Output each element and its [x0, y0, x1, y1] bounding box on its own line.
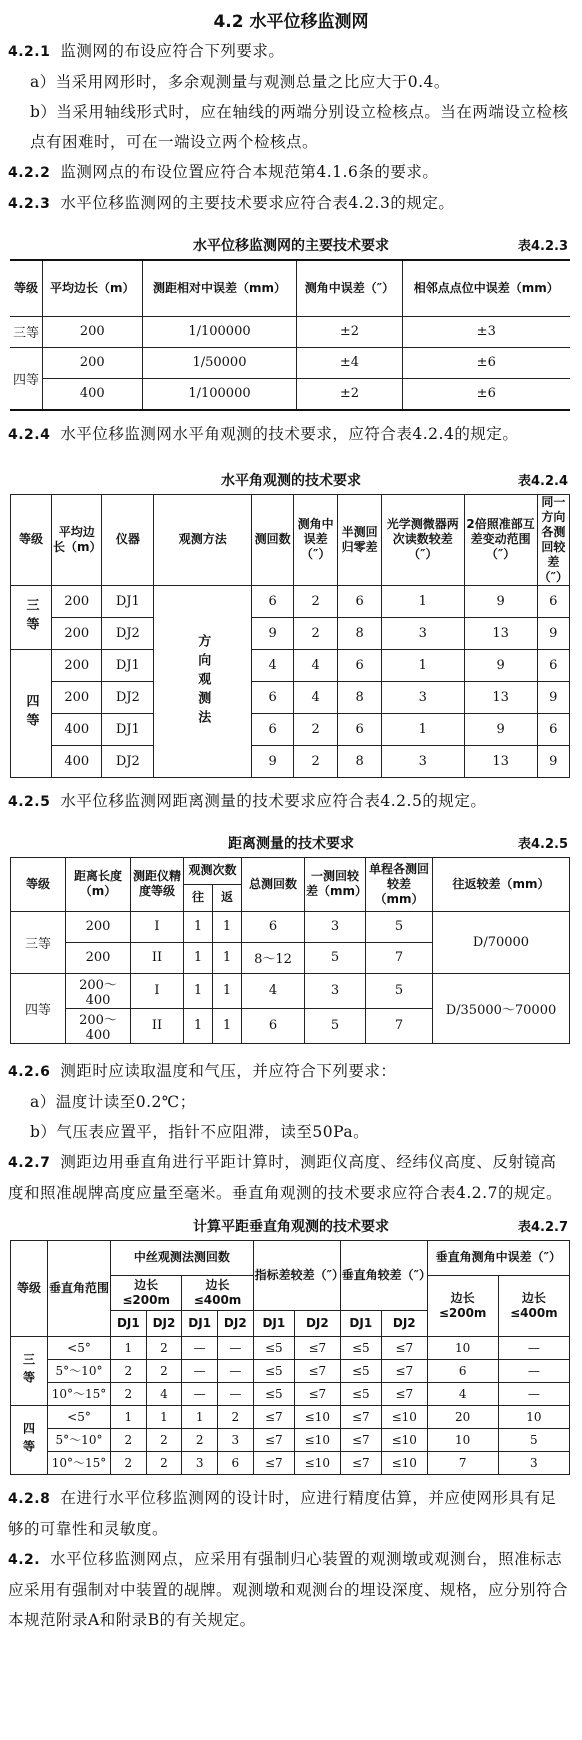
table-cell: 200～400: [66, 973, 131, 1008]
table-cell: 2: [146, 1359, 182, 1382]
table-cell: 1: [213, 973, 242, 1008]
grade-cell: 四等: [11, 649, 52, 777]
table-row: [11, 585, 570, 617]
table-cell: 13: [464, 617, 537, 649]
table-cell: 6: [338, 649, 382, 681]
table-row: [11, 911, 570, 942]
table-cell: 200: [52, 585, 102, 617]
grade-cell: 三等: [11, 911, 66, 973]
table-header: 往返较差（mm）: [433, 857, 570, 911]
clause-number: 4.2.4: [8, 426, 51, 443]
clause-text: 水平位移监测网水平角观测的技术要求，应符合表4.2.4的规定。: [60, 424, 519, 443]
table-cell: ≤10: [382, 1451, 428, 1474]
table-header: 仪器: [102, 494, 154, 585]
table-cell: 10: [427, 1428, 498, 1451]
table-cell: 6: [252, 681, 294, 713]
table-cell: 1: [184, 973, 213, 1008]
table-cell: 1: [381, 649, 464, 681]
table-cell: DJ1: [102, 713, 154, 745]
clause-text: 水平位移监测网距离测量的技术要求应符合表4.2.5的规定。: [60, 791, 487, 810]
table-title: 计算平距垂直角观测的技术要求: [193, 1218, 389, 1235]
table-cell: 200: [66, 942, 131, 973]
table-cell: 2: [111, 1359, 147, 1382]
clause-text: 水平位移监测网的主要技术要求应符合表4.2.3的规定。: [60, 194, 455, 212]
table-cell: 9: [252, 617, 294, 649]
table-row: [11, 1451, 570, 1474]
table-cell: 6: [338, 713, 382, 745]
table-subheader: 边长≤400m: [182, 1275, 253, 1310]
table-cell: 4: [252, 649, 294, 681]
table-number: 表4.2.5: [517, 836, 568, 852]
table-cell: 8: [338, 681, 382, 713]
table-row: [11, 1359, 570, 1382]
table-cell: 6: [537, 713, 569, 745]
table-cell: 200: [42, 347, 142, 378]
table-cell: 3: [381, 745, 464, 777]
table-cell: —: [182, 1359, 218, 1382]
table-cell: 400: [42, 378, 142, 410]
table-cell: 1/50000: [142, 347, 297, 378]
table-cell: 6: [338, 585, 382, 617]
table-header: 距离长度（m）: [66, 857, 131, 911]
table-row: [10, 316, 570, 347]
table-cell: DJ2: [102, 745, 154, 777]
table-cell: —: [217, 1336, 253, 1359]
table-cell: ±2: [297, 316, 402, 347]
clause-4-2-7: [0, 1147, 582, 1208]
clause-4-2-1: [0, 36, 582, 67]
table-header: 光学测微器两次读数较差（″）: [381, 494, 464, 585]
table-cell: 9: [464, 649, 537, 681]
table-cell: 1: [381, 585, 464, 617]
table-cell: 2: [146, 1428, 182, 1451]
table-row: [11, 649, 570, 681]
table-cell: 10: [498, 1405, 569, 1428]
table-cell: 4: [293, 649, 337, 681]
table-4-2-7-caption: [0, 1208, 582, 1240]
table-cell: ≤7: [382, 1359, 428, 1382]
table-cell: 1: [184, 911, 213, 942]
table-cell: 2: [111, 1451, 147, 1474]
instrument-header: DJ1: [182, 1310, 218, 1336]
table-title: 水平角观测的技术要求: [221, 472, 361, 489]
table-subheader: 返: [213, 884, 242, 911]
table-cell: ≤5: [340, 1336, 381, 1359]
table-cell: 200～400: [66, 1008, 131, 1043]
table-cell: 1/100000: [142, 378, 297, 410]
table-cell: 6: [427, 1359, 498, 1382]
table-cell: 7: [366, 1008, 433, 1043]
table-cell: 1: [213, 911, 242, 942]
clause-4-2-5: [0, 786, 582, 817]
table-header: 测角中误差（″）: [297, 260, 402, 316]
table-cell: <5°: [48, 1336, 111, 1359]
table-cell: 10: [427, 1336, 498, 1359]
table-cell: 6: [537, 649, 569, 681]
table-cell: ±3: [402, 316, 570, 347]
table-cell: ≤10: [295, 1405, 341, 1428]
table-cell: 9: [252, 745, 294, 777]
table-4-2-4: [10, 494, 570, 778]
table-cell: 4: [293, 681, 337, 713]
table-row: [11, 1336, 570, 1359]
table-row: [11, 617, 570, 649]
table-4-2-3: [10, 259, 570, 411]
table-cell: ≤7: [340, 1451, 381, 1474]
table-number: 表4.2.3: [517, 239, 568, 254]
table-cell: 200: [52, 617, 102, 649]
table-header: 等级: [10, 260, 42, 316]
clause-number: 4.2.5: [8, 793, 51, 810]
table-cell: 10°～15°: [48, 1451, 111, 1474]
table-subheader: 边长≤400m: [498, 1275, 569, 1336]
instrument-header: DJ1: [340, 1310, 381, 1336]
table-cell: 2: [146, 1336, 182, 1359]
table-cell: 8: [338, 745, 382, 777]
table-cell: —: [498, 1359, 569, 1382]
clause-number: 4.2.3: [8, 196, 51, 212]
table-cell: ≤7: [382, 1382, 428, 1405]
table-header: 相邻点点位中误差（mm）: [402, 260, 570, 316]
table-cell: 1: [184, 1008, 213, 1043]
table-cell: ≤7: [340, 1405, 381, 1428]
table-cell: —: [498, 1336, 569, 1359]
table-row: [11, 681, 570, 713]
table-cell: ≤7: [253, 1405, 294, 1428]
table-cell: 400: [52, 745, 102, 777]
table-row: [10, 347, 570, 378]
clause-text: 监测网点的布设位置应符合本规范第4.1.6条的要求。: [60, 163, 439, 181]
table-cell: 2: [293, 713, 337, 745]
table-cell: —: [217, 1359, 253, 1382]
item-4-2-1-a: a）当采用网形时，多余观测量与观测总量之比应大于0.4。: [30, 73, 450, 91]
table-cell: 1: [184, 942, 213, 973]
table-cell: 5: [305, 942, 366, 973]
table-header: 中丝观测法测回数: [111, 1240, 254, 1275]
table-row: [11, 1382, 570, 1405]
table-cell: ≤10: [295, 1451, 341, 1474]
instrument-header: DJ1: [111, 1310, 147, 1336]
table-cell: 8: [338, 617, 382, 649]
table-cell: <5°: [48, 1405, 111, 1428]
table-cell: 6: [252, 713, 294, 745]
table-cell: 1: [381, 713, 464, 745]
table-row: [11, 973, 570, 1008]
table-header: 等级: [11, 494, 52, 585]
table-subheader: 边长≤200m: [111, 1275, 182, 1310]
table-cell: II: [131, 942, 184, 973]
table-cell: 200: [66, 911, 131, 942]
table-cell: 5: [366, 973, 433, 1008]
table-cell: 9: [537, 617, 569, 649]
table-4-2-4-caption: [0, 462, 582, 494]
clause-text: 测距时应读取温度和气压，并应符合下列要求：: [60, 1061, 397, 1080]
table-cell: 6: [537, 585, 569, 617]
section-title: 4.2 水平位移监测网: [213, 12, 369, 32]
table-cell: 5°～10°: [48, 1359, 111, 1382]
instrument-header: DJ2: [382, 1310, 428, 1336]
table-cell: —: [498, 1382, 569, 1405]
table-cell: 6: [242, 911, 305, 942]
table-header: 观测次数: [184, 857, 242, 884]
table-cell: 7: [427, 1451, 498, 1474]
table-4-2-3-caption: [0, 227, 582, 259]
table-cell: DJ2: [102, 681, 154, 713]
table-cell: DJ1: [102, 649, 154, 681]
table-title: 水平位移监测网的主要技术要求: [193, 238, 389, 254]
table-cell: ±4: [297, 347, 402, 378]
clause-number: 4.2.6: [8, 1063, 51, 1080]
clause-4-2-3: [0, 188, 582, 219]
table-header: 垂直角范围: [48, 1240, 111, 1336]
table-cell: 9: [537, 681, 569, 713]
table-header: 2倍照准部互差变动范围（″）: [464, 494, 537, 585]
table-cell: 1: [111, 1336, 147, 1359]
table-cell: ≤5: [340, 1359, 381, 1382]
table-cell: 5: [498, 1428, 569, 1451]
table-cell: 三等: [10, 316, 42, 347]
clause-number: 4.2.7: [8, 1154, 51, 1171]
table-cell: —: [182, 1336, 218, 1359]
table-cell: —: [182, 1382, 218, 1405]
instrument-header: DJ2: [217, 1310, 253, 1336]
table-cell: 1: [111, 1405, 147, 1428]
table-cell: 四等: [10, 347, 42, 410]
table-cell: I: [131, 911, 184, 942]
table-header: 平均边长（m）: [52, 494, 102, 585]
table-header: 测角中误差（″）: [293, 494, 337, 585]
table-cell: ≤7: [295, 1382, 341, 1405]
table-cell: 5: [305, 1008, 366, 1043]
table-cell: 2: [146, 1451, 182, 1474]
table-cell: 10°～15°: [48, 1382, 111, 1405]
table-cell: ±2: [297, 378, 402, 410]
table-cell: 3: [305, 973, 366, 1008]
table-cell: ≤10: [382, 1405, 428, 1428]
table-cell: ≤7: [382, 1336, 428, 1359]
table-cell: D/70000: [433, 911, 570, 973]
table-header: 观测方法: [154, 494, 252, 585]
table-cell: 1: [213, 1008, 242, 1043]
table-cell: 6: [217, 1451, 253, 1474]
table-header: 同一方向各测回较差（″）: [538, 494, 569, 584]
table-cell: 3: [305, 911, 366, 942]
table-header: 等级: [11, 1240, 48, 1336]
grade-cell: 三等: [11, 585, 52, 649]
clause-text: 水平位移监测网点，应采用有强制归心装置的观测墩或观测台，照准标志应采用有强制对中装置的觇牌。观测墩和观测台的埋设深度、规格，应分别符合本规范附录A和附录B的有关规定。: [8, 1549, 569, 1629]
table-cell: 4: [242, 973, 305, 1008]
table-cell: 6: [242, 1008, 305, 1043]
table-cell: 3: [498, 1451, 569, 1474]
table-row: [10, 378, 570, 410]
table-cell: 6: [252, 585, 294, 617]
table-cell: ≤5: [253, 1359, 294, 1382]
table-header: 总测回数: [242, 857, 305, 911]
table-cell: 3: [381, 681, 464, 713]
table-cell: ±6: [402, 347, 570, 378]
table-cell: DJ1: [102, 585, 154, 617]
table-cell: ≤7: [340, 1428, 381, 1451]
table-cell: 3: [182, 1451, 218, 1474]
table-cell: 9: [464, 585, 537, 617]
instrument-header: DJ2: [295, 1310, 341, 1336]
table-cell: 7: [366, 942, 433, 973]
table-cell: ≤10: [382, 1428, 428, 1451]
table-cell: 2: [182, 1428, 218, 1451]
table-header: 指标差较差（″）: [253, 1240, 340, 1310]
table-header: 垂直角较差（″）: [340, 1240, 427, 1310]
table-cell: ≤7: [295, 1359, 341, 1382]
table-4-2-7: [10, 1240, 570, 1475]
table-header: 垂直角测角中误差（″）: [427, 1240, 569, 1275]
table-cell: DJ2: [102, 617, 154, 649]
table-number: 表4.2.7: [517, 1219, 568, 1235]
document-page: [0, 8, 582, 1740]
grade-cell: 三等: [11, 1336, 48, 1405]
clause-4-2-9: [0, 1544, 582, 1635]
table-cell: 200: [52, 649, 102, 681]
clause-text: 在进行水平位移监测网的设计时，应进行精度估算，并应使网形具有足够的可靠性和灵敏度。: [8, 1488, 557, 1538]
table-cell: ≤7: [253, 1428, 294, 1451]
clause-4-2-4: [0, 419, 582, 450]
table-cell: ≤5: [340, 1382, 381, 1405]
table-cell: 5°～10°: [48, 1428, 111, 1451]
table-cell: 1: [213, 942, 242, 973]
table-cell: 1: [146, 1405, 182, 1428]
table-cell: I: [131, 973, 184, 1008]
table-header: 测回数: [252, 494, 294, 585]
table-cell: 2: [293, 745, 337, 777]
table-4-2-5-caption: [0, 825, 582, 857]
table-row: [11, 1405, 570, 1428]
table-cell: 4: [146, 1382, 182, 1405]
table-cell: ≤7: [295, 1336, 341, 1359]
table-row: [11, 713, 570, 745]
instrument-header: DJ2: [146, 1310, 182, 1336]
table-cell: 1/100000: [142, 316, 297, 347]
clause-4-2-8: [0, 1483, 582, 1544]
table-cell: 2: [293, 585, 337, 617]
table-cell: 3: [217, 1428, 253, 1451]
item-4-2-6-b: b）气压表应置平，指针不应阻滞，读至50Pa。: [30, 1122, 370, 1141]
table-cell: 1: [182, 1405, 218, 1428]
table-cell: 3: [381, 617, 464, 649]
table-header: 等级: [11, 857, 66, 911]
table-4-2-5: [10, 857, 570, 1044]
table-cell: ≤7: [253, 1451, 294, 1474]
table-cell: 2: [111, 1428, 147, 1451]
method-cell: 方向观测法: [154, 585, 252, 777]
table-cell: ≤5: [253, 1382, 294, 1405]
grade-cell: 四等: [11, 1405, 48, 1474]
table-row: [11, 1428, 570, 1451]
table-cell: 2: [111, 1382, 147, 1405]
table-cell: 400: [52, 713, 102, 745]
table-header: 一测回较差（mm）: [305, 857, 366, 911]
table-cell: —: [217, 1382, 253, 1405]
table-header: 测距仪精度等级: [131, 857, 184, 911]
table-cell: 13: [464, 745, 537, 777]
table-number: 表4.2.4: [517, 473, 568, 489]
table-cell: 4: [427, 1382, 498, 1405]
clause-number: 4.2.: [8, 1551, 41, 1568]
table-cell: 2: [217, 1405, 253, 1428]
table-title: 距离测量的技术要求: [228, 835, 354, 852]
instrument-header: DJ1: [253, 1310, 294, 1336]
item-4-2-1-b: b）当采用轴线形式时，应在轴线的两端分别设立检核点。当在两端设立检核点有困难时，可在一端设立两个检核点。: [30, 103, 569, 151]
table-subheader: 往: [184, 884, 213, 911]
table-cell: 8～12: [242, 942, 305, 973]
table-header: 测距相对中误差（mm）: [142, 260, 297, 316]
table-header: 单程各测回较差（mm）: [366, 857, 433, 911]
clause-number: 4.2.8: [8, 1490, 51, 1507]
clause-text: 监测网的布设应符合下列要求。: [60, 42, 285, 60]
table-cell: 13: [464, 681, 537, 713]
table-cell: 2: [293, 617, 337, 649]
table-cell: 9: [537, 745, 569, 777]
clause-4-2-2: [0, 157, 582, 188]
clause-text: 测距边用垂直角进行平距计算时，测距仪高度、经纬仪高度、反射镜高度和照准觇牌高度应量至毫米。垂直角观测的技术要求应符合表4.2.7的规定。: [8, 1152, 562, 1202]
table-cell: ±6: [402, 378, 570, 410]
table-cell: ≤5: [253, 1336, 294, 1359]
table-cell: 9: [464, 713, 537, 745]
grade-cell: 四等: [11, 973, 66, 1043]
table-cell: 200: [42, 316, 142, 347]
table-cell: 200: [52, 681, 102, 713]
table-header: 平均边长（m）: [42, 260, 142, 316]
table-cell: II: [131, 1008, 184, 1043]
clause-number: 4.2.2: [8, 165, 51, 181]
table-cell: 5: [366, 911, 433, 942]
clause-4-2-6: [0, 1056, 582, 1087]
clause-number: 4.2.1: [8, 44, 51, 60]
table-row: [11, 745, 570, 777]
table-cell: 20: [427, 1405, 498, 1428]
item-4-2-6-a: a）温度计读至0.2℃；: [30, 1092, 196, 1111]
table-header: 半测回归零差: [338, 494, 382, 585]
table-subheader: 边长≤200m: [427, 1275, 498, 1336]
table-cell: ≤10: [295, 1428, 341, 1451]
table-cell: D/35000～70000: [433, 973, 570, 1043]
